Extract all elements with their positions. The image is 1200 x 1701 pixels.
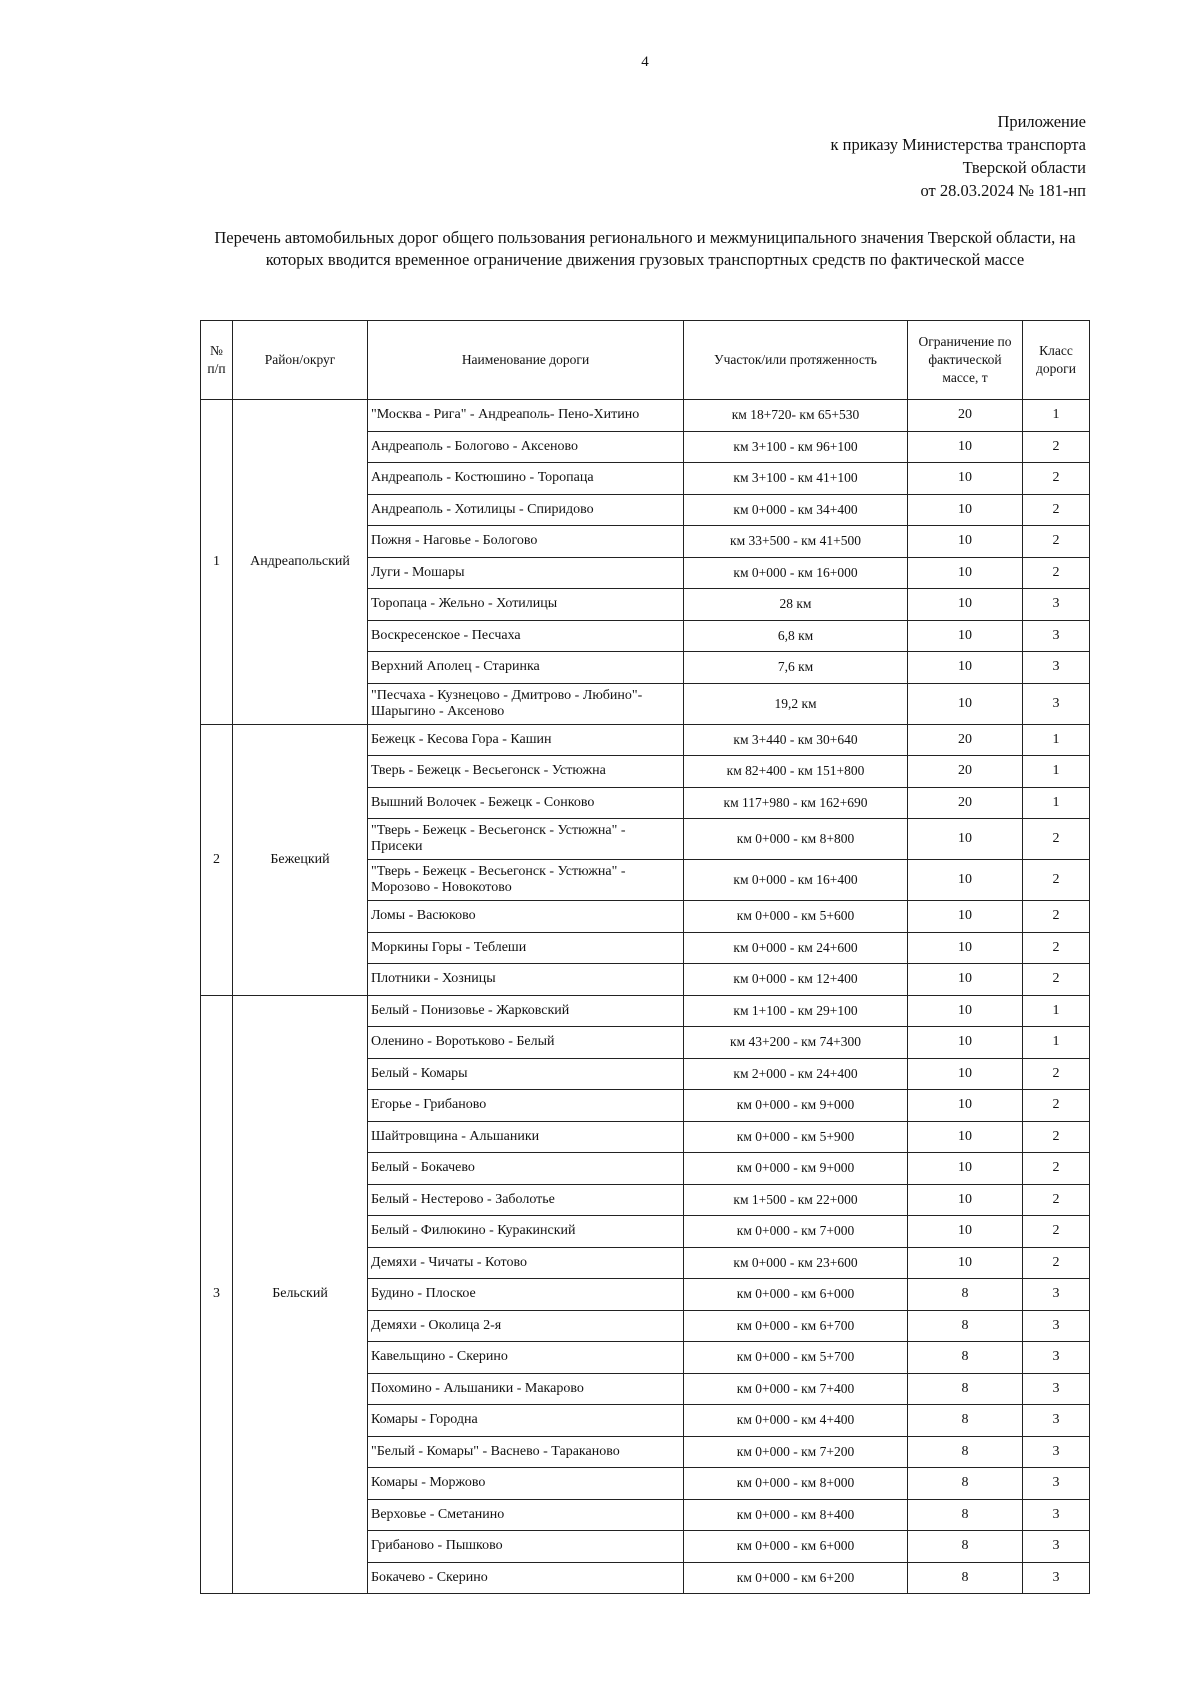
weight-limit-cell: 8 (908, 1310, 1023, 1342)
road-section-cell: км 82+400 - км 151+800 (684, 756, 908, 788)
road-class-cell: 2 (1023, 1184, 1090, 1216)
road-name-cell: Бежецк - Кесова Гора - Кашин (368, 724, 684, 756)
road-section-cell: км 0+000 - км 12+400 (684, 964, 908, 996)
road-section-cell: 19,2 км (684, 683, 908, 724)
weight-limit-cell: 20 (908, 787, 1023, 819)
road-name-cell: Егорье - Грибаново (368, 1090, 684, 1122)
road-name-cell: Ломы - Васюково (368, 901, 684, 933)
road-class-cell: 3 (1023, 1310, 1090, 1342)
appendix-line: Приложение (997, 112, 1086, 131)
appendix-line: от 28.03.2024 № 181-нп (920, 181, 1086, 200)
road-name-cell: "Тверь - Бежецк - Весьегонск - Устюжна" - Присеки (368, 819, 684, 860)
road-section-cell: км 0+000 - км 8+800 (684, 819, 908, 860)
road-class-cell: 3 (1023, 1373, 1090, 1405)
road-section-cell: км 2+000 - км 24+400 (684, 1058, 908, 1090)
road-section-cell: 7,6 км (684, 652, 908, 684)
road-name-cell: Белый - Нестерово - Заболотье (368, 1184, 684, 1216)
road-class-cell: 3 (1023, 1279, 1090, 1311)
document-title: Перечень автомобильных дорог общего пользования регионального и межмуниципального значения Тверской области, на которых вводится временное ограничение движения грузовых транспортных средств по фактической массе (214, 228, 1076, 269)
road-section-cell: км 3+440 - км 30+640 (684, 724, 908, 756)
road-name-cell: Бокачево - Скерино (368, 1562, 684, 1594)
group-number-cell: 3 (201, 995, 233, 1594)
weight-limit-cell: 20 (908, 400, 1023, 432)
road-class-cell: 3 (1023, 1342, 1090, 1374)
road-name-cell: Комары - Городна (368, 1405, 684, 1437)
road-class-cell: 3 (1023, 620, 1090, 652)
table-header-row (201, 321, 1090, 400)
road-section-cell: км 0+000 - км 24+600 (684, 932, 908, 964)
road-name-cell: Вышний Волочек - Бежецк - Сонково (368, 787, 684, 819)
road-class-cell: 1 (1023, 995, 1090, 1027)
weight-limit-cell: 10 (908, 557, 1023, 589)
table-body (201, 400, 1090, 1594)
group-number-cell: 2 (201, 724, 233, 995)
road-section-cell: км 0+000 - км 6+000 (684, 1279, 908, 1311)
weight-limit-cell: 8 (908, 1279, 1023, 1311)
road-name-cell: "Белый - Комары" - Васнево - Тараканово (368, 1436, 684, 1468)
road-class-cell: 3 (1023, 1499, 1090, 1531)
page-number: 4 (641, 54, 649, 70)
road-name-cell: "Песчаха - Кузнецово - Дмитрово - Любино"- Шарыгино - Аксеново (368, 683, 684, 724)
appendix-line: Тверской области (962, 158, 1086, 177)
appendix-line: к приказу Министерства транспорта (830, 135, 1086, 154)
table-row (201, 724, 1090, 756)
road-class-cell: 2 (1023, 1216, 1090, 1248)
road-section-cell: км 0+000 - км 8+000 (684, 1468, 908, 1500)
road-name-cell: "Тверь - Бежецк - Весьегонск - Устюжна" - Морозово - Новокотово (368, 860, 684, 901)
road-class-cell: 2 (1023, 1121, 1090, 1153)
weight-limit-cell: 10 (908, 1184, 1023, 1216)
roads-table (200, 320, 1090, 1594)
weight-limit-cell: 10 (908, 995, 1023, 1027)
road-section-cell: км 0+000 - км 6+700 (684, 1310, 908, 1342)
road-class-cell: 3 (1023, 683, 1090, 724)
district-cell: Бельский (233, 995, 368, 1594)
weight-limit-cell: 10 (908, 901, 1023, 933)
road-name-cell: Верхний Аполец - Старинка (368, 652, 684, 684)
road-class-cell: 1 (1023, 400, 1090, 432)
road-class-cell: 2 (1023, 819, 1090, 860)
weight-limit-cell: 8 (908, 1405, 1023, 1437)
road-class-cell: 1 (1023, 1027, 1090, 1059)
road-name-cell: Шайтровщина - Альшаники (368, 1121, 684, 1153)
road-name-cell: Андреаполь - Бологово - Аксеново (368, 431, 684, 463)
road-class-cell: 3 (1023, 1436, 1090, 1468)
road-name-cell: Воскресенское - Песчаха (368, 620, 684, 652)
weight-limit-cell: 10 (908, 620, 1023, 652)
header-road-class: Класс дороги (1023, 321, 1090, 400)
road-section-cell: км 0+000 - км 7+400 (684, 1373, 908, 1405)
weight-limit-cell: 8 (908, 1562, 1023, 1594)
road-name-cell: Пожня - Наговье - Бологово (368, 526, 684, 558)
road-name-cell: "Москва - Рига" - Андреаполь- Пено-Хитино (368, 400, 684, 432)
weight-limit-cell: 10 (908, 1027, 1023, 1059)
road-class-cell: 2 (1023, 1247, 1090, 1279)
road-name-cell: Верховье - Сметанино (368, 1499, 684, 1531)
road-section-cell: км 0+000 - км 16+000 (684, 557, 908, 589)
weight-limit-cell: 10 (908, 1216, 1023, 1248)
road-class-cell: 3 (1023, 589, 1090, 621)
road-name-cell: Демяхи - Чичаты - Котово (368, 1247, 684, 1279)
road-class-cell: 2 (1023, 964, 1090, 996)
road-section-cell: км 0+000 - км 7+200 (684, 1436, 908, 1468)
road-section-cell: км 117+980 - км 162+690 (684, 787, 908, 819)
weight-limit-cell: 10 (908, 1153, 1023, 1185)
road-section-cell: км 0+000 - км 7+000 (684, 1216, 908, 1248)
road-section-cell: 28 км (684, 589, 908, 621)
road-name-cell: Белый - Бокачево (368, 1153, 684, 1185)
road-class-cell: 2 (1023, 463, 1090, 495)
weight-limit-cell: 8 (908, 1342, 1023, 1374)
weight-limit-cell: 10 (908, 652, 1023, 684)
header-road: Наименование дороги (368, 321, 684, 400)
weight-limit-cell: 10 (908, 589, 1023, 621)
road-class-cell: 3 (1023, 1562, 1090, 1594)
weight-limit-cell: 8 (908, 1468, 1023, 1500)
road-class-cell: 2 (1023, 932, 1090, 964)
road-class-cell: 3 (1023, 1468, 1090, 1500)
group-number-cell: 1 (201, 400, 233, 725)
road-class-cell: 2 (1023, 557, 1090, 589)
road-section-cell: км 0+000 - км 5+600 (684, 901, 908, 933)
weight-limit-cell: 10 (908, 964, 1023, 996)
weight-limit-cell: 10 (908, 494, 1023, 526)
road-class-cell: 1 (1023, 756, 1090, 788)
table-row (201, 400, 1090, 432)
road-name-cell: Белый - Филюкино - Куракинский (368, 1216, 684, 1248)
weight-limit-cell: 8 (908, 1373, 1023, 1405)
road-section-cell: км 0+000 - км 9+000 (684, 1153, 908, 1185)
road-name-cell: Плотники - Хозницы (368, 964, 684, 996)
road-section-cell: км 0+000 - км 5+900 (684, 1121, 908, 1153)
road-name-cell: Демяхи - Околица 2-я (368, 1310, 684, 1342)
road-section-cell: км 33+500 - км 41+500 (684, 526, 908, 558)
table-row (201, 995, 1090, 1027)
district-cell: Андреапольский (233, 400, 368, 725)
district-cell: Бежецкий (233, 724, 368, 995)
road-section-cell: км 0+000 - км 23+600 (684, 1247, 908, 1279)
road-section-cell: км 0+000 - км 9+000 (684, 1090, 908, 1122)
weight-limit-cell: 10 (908, 683, 1023, 724)
weight-limit-cell: 8 (908, 1531, 1023, 1563)
road-section-cell: км 0+000 - км 8+400 (684, 1499, 908, 1531)
road-section-cell: км 0+000 - км 16+400 (684, 860, 908, 901)
road-class-cell: 3 (1023, 652, 1090, 684)
road-class-cell: 3 (1023, 1531, 1090, 1563)
road-name-cell: Луги - Мошары (368, 557, 684, 589)
road-class-cell: 1 (1023, 724, 1090, 756)
weight-limit-cell: 20 (908, 724, 1023, 756)
road-name-cell: Оленино - Воротьково - Белый (368, 1027, 684, 1059)
road-name-cell: Кавельщино - Скерино (368, 1342, 684, 1374)
weight-limit-cell: 10 (908, 526, 1023, 558)
road-section-cell: км 0+000 - км 5+700 (684, 1342, 908, 1374)
weight-limit-cell: 10 (908, 431, 1023, 463)
road-class-cell: 1 (1023, 787, 1090, 819)
road-section-cell: км 18+720- км 65+530 (684, 400, 908, 432)
road-class-cell: 2 (1023, 1058, 1090, 1090)
road-name-cell: Будино - Плоское (368, 1279, 684, 1311)
header-num: № п/п (201, 321, 233, 400)
road-section-cell: км 0+000 - км 6+200 (684, 1562, 908, 1594)
road-class-cell: 2 (1023, 1153, 1090, 1185)
road-section-cell: 6,8 км (684, 620, 908, 652)
road-class-cell: 2 (1023, 431, 1090, 463)
road-section-cell: км 0+000 - км 4+400 (684, 1405, 908, 1437)
road-name-cell: Грибаново - Пышково (368, 1531, 684, 1563)
road-class-cell: 2 (1023, 860, 1090, 901)
road-class-cell: 2 (1023, 494, 1090, 526)
road-name-cell: Белый - Понизовье - Жарковский (368, 995, 684, 1027)
appendix-header (830, 110, 1086, 202)
weight-limit-cell: 10 (908, 819, 1023, 860)
road-name-cell: Белый - Комары (368, 1058, 684, 1090)
header-district: Район/округ (233, 321, 368, 400)
road-name-cell: Комары - Моржово (368, 1468, 684, 1500)
road-section-cell: км 43+200 - км 74+300 (684, 1027, 908, 1059)
road-section-cell: км 0+000 - км 34+400 (684, 494, 908, 526)
road-name-cell: Андреаполь - Хотилицы - Спиридово (368, 494, 684, 526)
road-section-cell: км 0+000 - км 6+000 (684, 1531, 908, 1563)
weight-limit-cell: 10 (908, 932, 1023, 964)
road-name-cell: Торопаца - Жельно - Хотилицы (368, 589, 684, 621)
road-class-cell: 3 (1023, 1405, 1090, 1437)
road-name-cell: Похомино - Альшаники - Макарово (368, 1373, 684, 1405)
weight-limit-cell: 10 (908, 1058, 1023, 1090)
road-class-cell: 2 (1023, 526, 1090, 558)
road-section-cell: км 1+100 - км 29+100 (684, 995, 908, 1027)
weight-limit-cell: 10 (908, 1247, 1023, 1279)
header-section: Участок/или протяженность (684, 321, 908, 400)
road-section-cell: км 3+100 - км 41+100 (684, 463, 908, 495)
road-class-cell: 2 (1023, 901, 1090, 933)
weight-limit-cell: 10 (908, 1121, 1023, 1153)
weight-limit-cell: 10 (908, 463, 1023, 495)
weight-limit-cell: 10 (908, 860, 1023, 901)
road-section-cell: км 3+100 - км 96+100 (684, 431, 908, 463)
road-section-cell: км 1+500 - км 22+000 (684, 1184, 908, 1216)
road-class-cell: 2 (1023, 1090, 1090, 1122)
road-name-cell: Моркины Горы - Теблеши (368, 932, 684, 964)
weight-limit-cell: 8 (908, 1499, 1023, 1531)
road-name-cell: Андреаполь - Костюшино - Торопаца (368, 463, 684, 495)
weight-limit-cell: 10 (908, 1090, 1023, 1122)
road-name-cell: Тверь - Бежецк - Весьегонск - Устюжна (368, 756, 684, 788)
weight-limit-cell: 8 (908, 1436, 1023, 1468)
weight-limit-cell: 20 (908, 756, 1023, 788)
header-limit: Ограничение по фактической массе, т (908, 321, 1023, 400)
